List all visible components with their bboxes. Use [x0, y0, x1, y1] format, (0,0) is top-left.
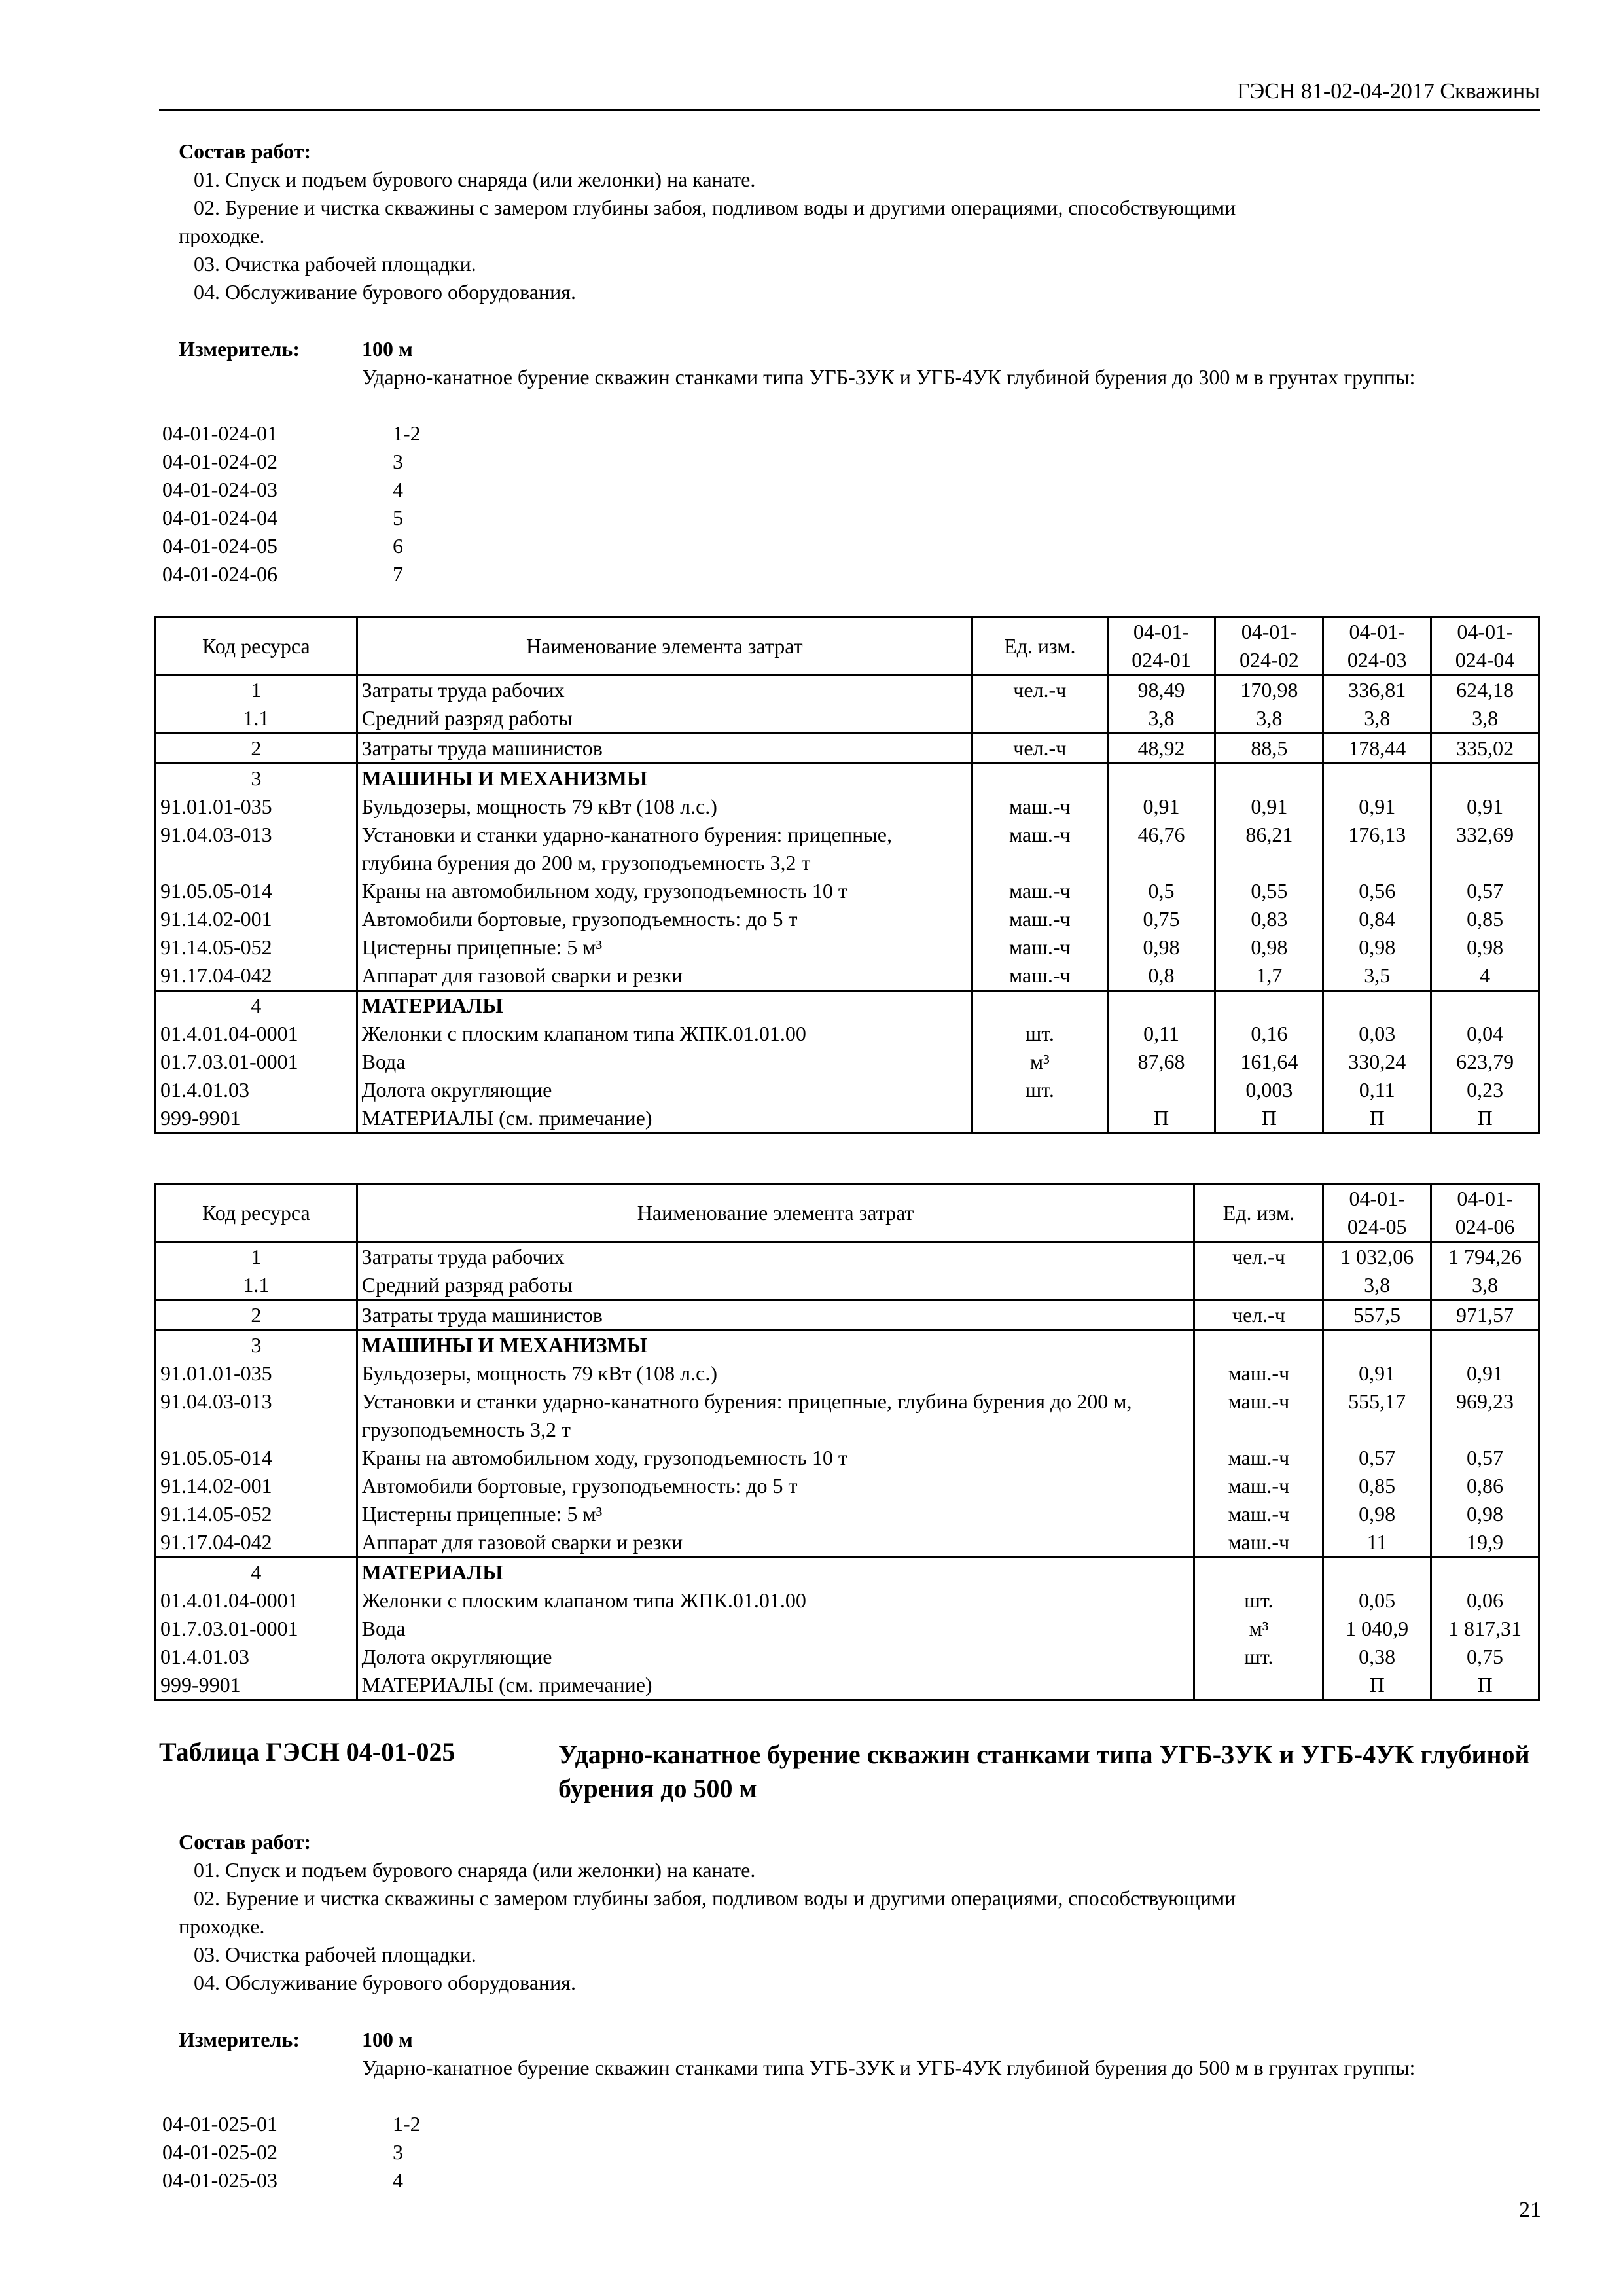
table-cell: 91.04.03-013 — [156, 1388, 357, 1444]
table-row — [156, 1020, 1539, 1048]
table-cell — [1323, 764, 1431, 793]
table-cell: 969,23 — [1431, 1388, 1539, 1444]
work-composition-title: Состав работ: — [179, 139, 312, 163]
table-row — [156, 1300, 1539, 1331]
table-cell: П — [1215, 1104, 1323, 1134]
table-cell: 0,05 — [1323, 1587, 1431, 1615]
table-cell: 88,5 — [1215, 734, 1323, 764]
table-cell: Затраты труда машинистов — [357, 1300, 1194, 1331]
column-header: 04-01- 024-06 — [1431, 1184, 1539, 1242]
table-cell: 178,44 — [1323, 734, 1431, 764]
group-value: 6 — [393, 534, 403, 558]
code-item: 04-01-025-01 — [162, 2112, 277, 2136]
table-row — [156, 1472, 1539, 1500]
table-cell: чел.-ч — [972, 675, 1107, 705]
table-cell: шт. — [1194, 1587, 1323, 1615]
table-cell: Затраты труда рабочих — [357, 675, 972, 705]
table-cell: 3 — [156, 1331, 357, 1360]
table-cell: 0,91 — [1431, 793, 1539, 821]
table-cell — [972, 1104, 1107, 1134]
code-item: 04-01-024-05 — [162, 534, 277, 558]
table-cell: 1.1 — [156, 1271, 357, 1300]
table-cell: 330,24 — [1323, 1048, 1431, 1076]
table-cell: 0,03 — [1323, 1020, 1431, 1048]
table-cell: 01.7.03.01-0001 — [156, 1615, 357, 1643]
code-item: 04-01-024-03 — [162, 478, 277, 501]
group-value: 5 — [393, 506, 403, 529]
table-cell: 11 — [1323, 1528, 1431, 1558]
table-cell: 87,68 — [1107, 1048, 1215, 1076]
table-cell: Вода — [357, 1048, 972, 1076]
code-item: 04-01-024-02 — [162, 450, 277, 473]
table-cell: 91.01.01-035 — [156, 793, 357, 821]
table-row — [156, 1271, 1539, 1300]
table-cell — [1107, 1076, 1215, 1104]
table-cell: маш.-ч — [1194, 1388, 1323, 1444]
table-cell: 0,75 — [1431, 1643, 1539, 1671]
table-cell: 3,8 — [1323, 1271, 1431, 1300]
table-cell: 1 — [156, 1242, 357, 1272]
table-cell: 01.4.01.04-0001 — [156, 1020, 357, 1048]
meter-label: Измеритель: — [179, 2028, 300, 2051]
table-cell: 1 040,9 — [1323, 1615, 1431, 1643]
table-cell: 1 — [156, 675, 357, 705]
table-caption-title: Ударно-канатное бурение скважин станками типа УГБ-3УК и УГБ-4УК глубиной бурения до 500 м — [558, 1740, 1530, 1803]
table-row — [156, 1359, 1539, 1388]
table-cell — [1194, 1331, 1323, 1360]
table-cell — [1431, 1331, 1539, 1360]
table-cell: 0,56 — [1323, 877, 1431, 905]
header-title: ГЭСН 81-02-04-2017 Скважины — [1237, 79, 1540, 103]
table-cell: 0,91 — [1323, 1359, 1431, 1388]
table-cell: 0,38 — [1323, 1643, 1431, 1671]
table-cell: 0,98 — [1215, 933, 1323, 961]
table-cell: 3,8 — [1215, 704, 1323, 734]
table-cell: 0,98 — [1323, 1500, 1431, 1528]
table-row — [156, 1643, 1539, 1671]
table-cell: 0,98 — [1431, 1500, 1539, 1528]
table-cell: 3 — [156, 764, 357, 793]
table-cell: шт. — [972, 1076, 1107, 1104]
table-cell: 3,8 — [1107, 704, 1215, 734]
code-item: 04-01-025-02 — [162, 2140, 277, 2164]
table-cell: МАТЕРИАЛЫ (см. примечание) — [357, 1671, 1194, 1700]
table-row — [156, 1671, 1539, 1700]
table-cell: МАТЕРИАЛЫ — [357, 991, 972, 1020]
table-cell: чел.-ч — [1194, 1242, 1323, 1272]
table-cell: П — [1431, 1671, 1539, 1700]
table-cell: Средний разряд работы — [357, 1271, 1194, 1300]
work-item: 03. Очистка рабочей площадки. — [194, 1943, 476, 1966]
table-cell — [1107, 991, 1215, 1020]
table-cell: 91.01.01-035 — [156, 1359, 357, 1388]
table-cell: П — [1323, 1104, 1431, 1134]
table-cell: 557,5 — [1323, 1300, 1431, 1331]
table-cell: 3,8 — [1323, 704, 1431, 734]
table-cell: 01.4.01.04-0001 — [156, 1587, 357, 1615]
table-row — [156, 764, 1539, 793]
table-cell: Долота округляющие — [357, 1643, 1194, 1671]
table-row — [156, 1104, 1539, 1134]
table-cell: 0,55 — [1215, 877, 1323, 905]
table-cell: чел.-ч — [1194, 1300, 1323, 1331]
table-row — [156, 1615, 1539, 1643]
code-item: 04-01-024-06 — [162, 562, 277, 586]
resource-table-1 — [154, 616, 1540, 1134]
table-cell: 0,23 — [1431, 1076, 1539, 1104]
table-row — [156, 1528, 1539, 1558]
column-header: Наименование элемента затрат — [357, 1184, 1194, 1242]
table-cell: 91.17.04-042 — [156, 961, 357, 991]
column-header: Наименование элемента затрат — [357, 617, 972, 675]
table-cell: 0,91 — [1215, 793, 1323, 821]
table-cell: 0,16 — [1215, 1020, 1323, 1048]
table-cell: маш.-ч — [1194, 1472, 1323, 1500]
table-cell: Бульдозеры, мощность 79 кВт (108 л.с.) — [357, 793, 972, 821]
table-row — [156, 991, 1539, 1020]
table-cell: 0,11 — [1323, 1076, 1431, 1104]
column-header: 04-01- 024-04 — [1431, 617, 1539, 675]
table-cell: маш.-ч — [1194, 1444, 1323, 1472]
table-cell: 332,69 — [1431, 821, 1539, 877]
table-cell: 999-9901 — [156, 1671, 357, 1700]
table-cell: 0,98 — [1323, 933, 1431, 961]
group-value: 4 — [393, 2168, 403, 2192]
table-row — [156, 1587, 1539, 1615]
table-cell: 91.05.05-014 — [156, 877, 357, 905]
meter-label: Измеритель: — [179, 337, 300, 361]
table-cell: 336,81 — [1323, 675, 1431, 705]
table-cell: 3,5 — [1323, 961, 1431, 991]
meter-description: Ударно-канатное бурение скважин станками типа УГБ-3УК и УГБ-4УК глубиной бурения до 300 м в грунтах группы: — [362, 365, 1416, 389]
meter-value: 100 м — [362, 2028, 413, 2051]
table-row — [156, 961, 1539, 991]
table-cell: 0,003 — [1215, 1076, 1323, 1104]
table-cell: 91.17.04-042 — [156, 1528, 357, 1558]
table-cell: 1 032,06 — [1323, 1242, 1431, 1272]
table-cell: МАШИНЫ И МЕХАНИЗМЫ — [357, 1331, 1194, 1360]
table-cell: 0,98 — [1107, 933, 1215, 961]
table-cell: маш.-ч — [972, 877, 1107, 905]
table-cell: Автомобили бортовые, грузоподъемность: до 5 т — [357, 905, 972, 933]
table-cell: 1,7 — [1215, 961, 1323, 991]
group-value: 3 — [393, 2140, 403, 2164]
table-row — [156, 734, 1539, 764]
table-cell: 623,79 — [1431, 1048, 1539, 1076]
table-cell — [1431, 1558, 1539, 1587]
table-cell: маш.-ч — [972, 793, 1107, 821]
table-cell: м³ — [972, 1048, 1107, 1076]
work-item: 01. Спуск и подъем бурового снаряда (или желонки) на канате. — [194, 1858, 756, 1882]
table-cell: шт. — [1194, 1643, 1323, 1671]
group-value: 4 — [393, 478, 403, 501]
table-cell: 4 — [156, 1558, 357, 1587]
table-row — [156, 1444, 1539, 1472]
table-cell: 91.14.02-001 — [156, 905, 357, 933]
table-cell: Автомобили бортовые, грузоподъемность: до 5 т — [357, 1472, 1194, 1500]
column-header: Код ресурса — [156, 617, 357, 675]
table-cell: П — [1107, 1104, 1215, 1134]
table-cell — [972, 991, 1107, 1020]
table-cell: маш.-ч — [1194, 1528, 1323, 1558]
table-cell: 91.04.03-013 — [156, 821, 357, 877]
work-item: 04. Обслуживание бурового оборудования. — [194, 1971, 576, 1994]
table-cell: 0,57 — [1431, 1444, 1539, 1472]
work-item: 02. Бурение и чистка скважины с замером глубины забоя, подливом воды и другими операциями, способствующими — [194, 196, 1236, 219]
table-cell — [1215, 764, 1323, 793]
table-cell — [1215, 991, 1323, 1020]
table-cell: МАТЕРИАЛЫ — [357, 1558, 1194, 1587]
table-header-row — [156, 617, 1539, 675]
table-row — [156, 675, 1539, 705]
page-number: 21 — [1519, 2198, 1541, 2222]
table-cell: МАШИНЫ И МЕХАНИЗМЫ — [357, 764, 972, 793]
table-cell: 0,75 — [1107, 905, 1215, 933]
table-cell: МАТЕРИАЛЫ (см. примечание) — [357, 1104, 972, 1134]
table-cell: 161,64 — [1215, 1048, 1323, 1076]
table-cell — [1323, 1558, 1431, 1587]
table-cell: 91.14.02-001 — [156, 1472, 357, 1500]
table-cell: 91.14.05-052 — [156, 933, 357, 961]
table-cell — [1431, 764, 1539, 793]
table-cell — [972, 704, 1107, 734]
work-item: 02. Бурение и чистка скважины с замером глубины забоя, подливом воды и другими операциями, способствующими — [194, 1886, 1236, 1910]
table-cell: Краны на автомобильном ходу, грузоподъемность 10 т — [357, 877, 972, 905]
table-row — [156, 877, 1539, 905]
table-cell: Аппарат для газовой сварки и резки — [357, 1528, 1194, 1558]
code-item: 04-01-025-03 — [162, 2168, 277, 2192]
table-cell: 98,49 — [1107, 675, 1215, 705]
table-cell: 2 — [156, 734, 357, 764]
table-cell: 19,9 — [1431, 1528, 1539, 1558]
column-header: Ед. изм. — [1194, 1184, 1323, 1242]
work-composition-title: Состав работ: — [179, 1830, 312, 1854]
table-cell: 335,02 — [1431, 734, 1539, 764]
table-cell: 4 — [1431, 961, 1539, 991]
table-cell: Цистерны прицепные: 5 м³ — [357, 1500, 1194, 1528]
table-cell: Вода — [357, 1615, 1194, 1643]
table-cell: 0,98 — [1431, 933, 1539, 961]
table-row — [156, 1076, 1539, 1104]
table-cell: маш.-ч — [972, 905, 1107, 933]
table-cell: П — [1431, 1104, 1539, 1134]
column-header: Код ресурса — [156, 1184, 357, 1242]
code-item: 04-01-024-01 — [162, 422, 277, 445]
table-cell: Цистерны прицепные: 5 м³ — [357, 933, 972, 961]
table-cell: 48,92 — [1107, 734, 1215, 764]
work-item: 03. Очистка рабочей площадки. — [194, 252, 476, 276]
table-cell: 971,57 — [1431, 1300, 1539, 1331]
meter-description: Ударно-канатное бурение скважин станками типа УГБ-3УК и УГБ-4УК глубиной бурения до 500 м в грунтах группы: — [362, 2056, 1416, 2079]
table-row — [156, 1331, 1539, 1360]
table-row — [156, 1048, 1539, 1076]
table-cell: 0,5 — [1107, 877, 1215, 905]
table-cell: 0,91 — [1323, 793, 1431, 821]
table-cell — [1323, 991, 1431, 1020]
table-cell: 0,85 — [1431, 905, 1539, 933]
table-row — [156, 905, 1539, 933]
group-value: 1-2 — [393, 422, 421, 445]
table-cell: 624,18 — [1431, 675, 1539, 705]
table-cell: маш.-ч — [1194, 1359, 1323, 1388]
table-cell: 1 794,26 — [1431, 1242, 1539, 1272]
work-item: 04. Обслуживание бурового оборудования. — [194, 280, 576, 304]
table-cell — [1107, 764, 1215, 793]
table-cell: Затраты труда машинистов — [357, 734, 972, 764]
table-cell: 0,84 — [1323, 905, 1431, 933]
table-row — [156, 1500, 1539, 1528]
table-cell: 0,86 — [1431, 1472, 1539, 1500]
table-cell: маш.-ч — [972, 933, 1107, 961]
table-cell — [1194, 1271, 1323, 1300]
table-cell: 1.1 — [156, 704, 357, 734]
column-header: 04-01- 024-01 — [1107, 617, 1215, 675]
table-cell: маш.-ч — [972, 821, 1107, 877]
table-cell: маш.-ч — [1194, 1500, 1323, 1528]
table-cell: 999-9901 — [156, 1104, 357, 1134]
table-cell: Затраты труда рабочих — [357, 1242, 1194, 1272]
table-cell: 0,91 — [1431, 1359, 1539, 1388]
column-header: 04-01- 024-02 — [1215, 617, 1323, 675]
table-cell: 01.7.03.01-0001 — [156, 1048, 357, 1076]
table-row — [156, 933, 1539, 961]
column-header: 04-01- 024-03 — [1323, 617, 1431, 675]
table-cell: Установки и станки ударно-канатного бурения: прицепные, глубина бурения до 200 м, грузоподъемность 3,2 т — [357, 821, 972, 877]
table-cell: 0,85 — [1323, 1472, 1431, 1500]
work-item: проходке. — [179, 224, 265, 247]
work-item: 01. Спуск и подъем бурового снаряда (или желонки) на канате. — [194, 168, 756, 191]
table-cell: 0,91 — [1107, 793, 1215, 821]
group-value: 7 — [393, 562, 403, 586]
table-caption-label: Таблица ГЭСН 04-01-025 — [159, 1737, 455, 1767]
work-item: проходке. — [179, 1914, 265, 1938]
table-cell: Желонки с плоским клапаном типа ЖПК.01.01.00 — [357, 1587, 1194, 1615]
table-row — [156, 1558, 1539, 1587]
table-row — [156, 704, 1539, 734]
table-cell: шт. — [972, 1020, 1107, 1048]
table-cell — [1194, 1671, 1323, 1700]
table-cell: 170,98 — [1215, 675, 1323, 705]
resource-table-2 — [154, 1183, 1540, 1701]
table-cell: Краны на автомобильном ходу, грузоподъемность 10 т — [357, 1444, 1194, 1472]
table-cell — [1194, 1558, 1323, 1587]
code-item: 04-01-024-04 — [162, 506, 277, 529]
table-cell: 01.4.01.03 — [156, 1643, 357, 1671]
table-cell: 555,17 — [1323, 1388, 1431, 1444]
table-cell: маш.-ч — [972, 961, 1107, 991]
meter-value: 100 м — [362, 337, 413, 361]
table-cell: 86,21 — [1215, 821, 1323, 877]
table-cell: 3,8 — [1431, 704, 1539, 734]
table-row — [156, 821, 1539, 877]
table-cell: 1 817,31 — [1431, 1615, 1539, 1643]
table-cell: Аппарат для газовой сварки и резки — [357, 961, 972, 991]
table-row — [156, 1388, 1539, 1444]
table-cell: 0,57 — [1323, 1444, 1431, 1472]
table-cell: 0,04 — [1431, 1020, 1539, 1048]
column-header: Ед. изм. — [972, 617, 1107, 675]
table-cell: 0,8 — [1107, 961, 1215, 991]
table-cell — [972, 764, 1107, 793]
table-cell: 2 — [156, 1300, 357, 1331]
table-cell: 01.4.01.03 — [156, 1076, 357, 1104]
table-cell: 3,8 — [1431, 1271, 1539, 1300]
table-cell: 0,83 — [1215, 905, 1323, 933]
table-cell — [1431, 991, 1539, 1020]
table-cell: м³ — [1194, 1615, 1323, 1643]
table-cell: 91.05.05-014 — [156, 1444, 357, 1472]
table-cell: Долота округляющие — [357, 1076, 972, 1104]
table-row — [156, 1242, 1539, 1272]
table-cell: Желонки с плоским клапаном типа ЖПК.01.01.00 — [357, 1020, 972, 1048]
table-cell: Бульдозеры, мощность 79 кВт (108 л.с.) — [357, 1359, 1194, 1388]
table-cell: чел.-ч — [972, 734, 1107, 764]
table-cell: 0,06 — [1431, 1587, 1539, 1615]
table-cell: Средний разряд работы — [357, 704, 972, 734]
table-cell — [1323, 1331, 1431, 1360]
column-header: 04-01- 024-05 — [1323, 1184, 1431, 1242]
table-cell: 0,11 — [1107, 1020, 1215, 1048]
group-value: 3 — [393, 450, 403, 473]
group-value: 1-2 — [393, 2112, 421, 2136]
table-cell: 4 — [156, 991, 357, 1020]
table-cell: 46,76 — [1107, 821, 1215, 877]
table-header-row — [156, 1184, 1539, 1242]
table-row — [156, 793, 1539, 821]
table-cell: 0,57 — [1431, 877, 1539, 905]
table-cell: 176,13 — [1323, 821, 1431, 877]
table-cell: Установки и станки ударно-канатного бурения: прицепные, глубина бурения до 200 м, грузоподъемность 3,2 т — [357, 1388, 1194, 1444]
table-cell: П — [1323, 1671, 1431, 1700]
table-cell: 91.14.05-052 — [156, 1500, 357, 1528]
page-header — [159, 77, 1540, 111]
